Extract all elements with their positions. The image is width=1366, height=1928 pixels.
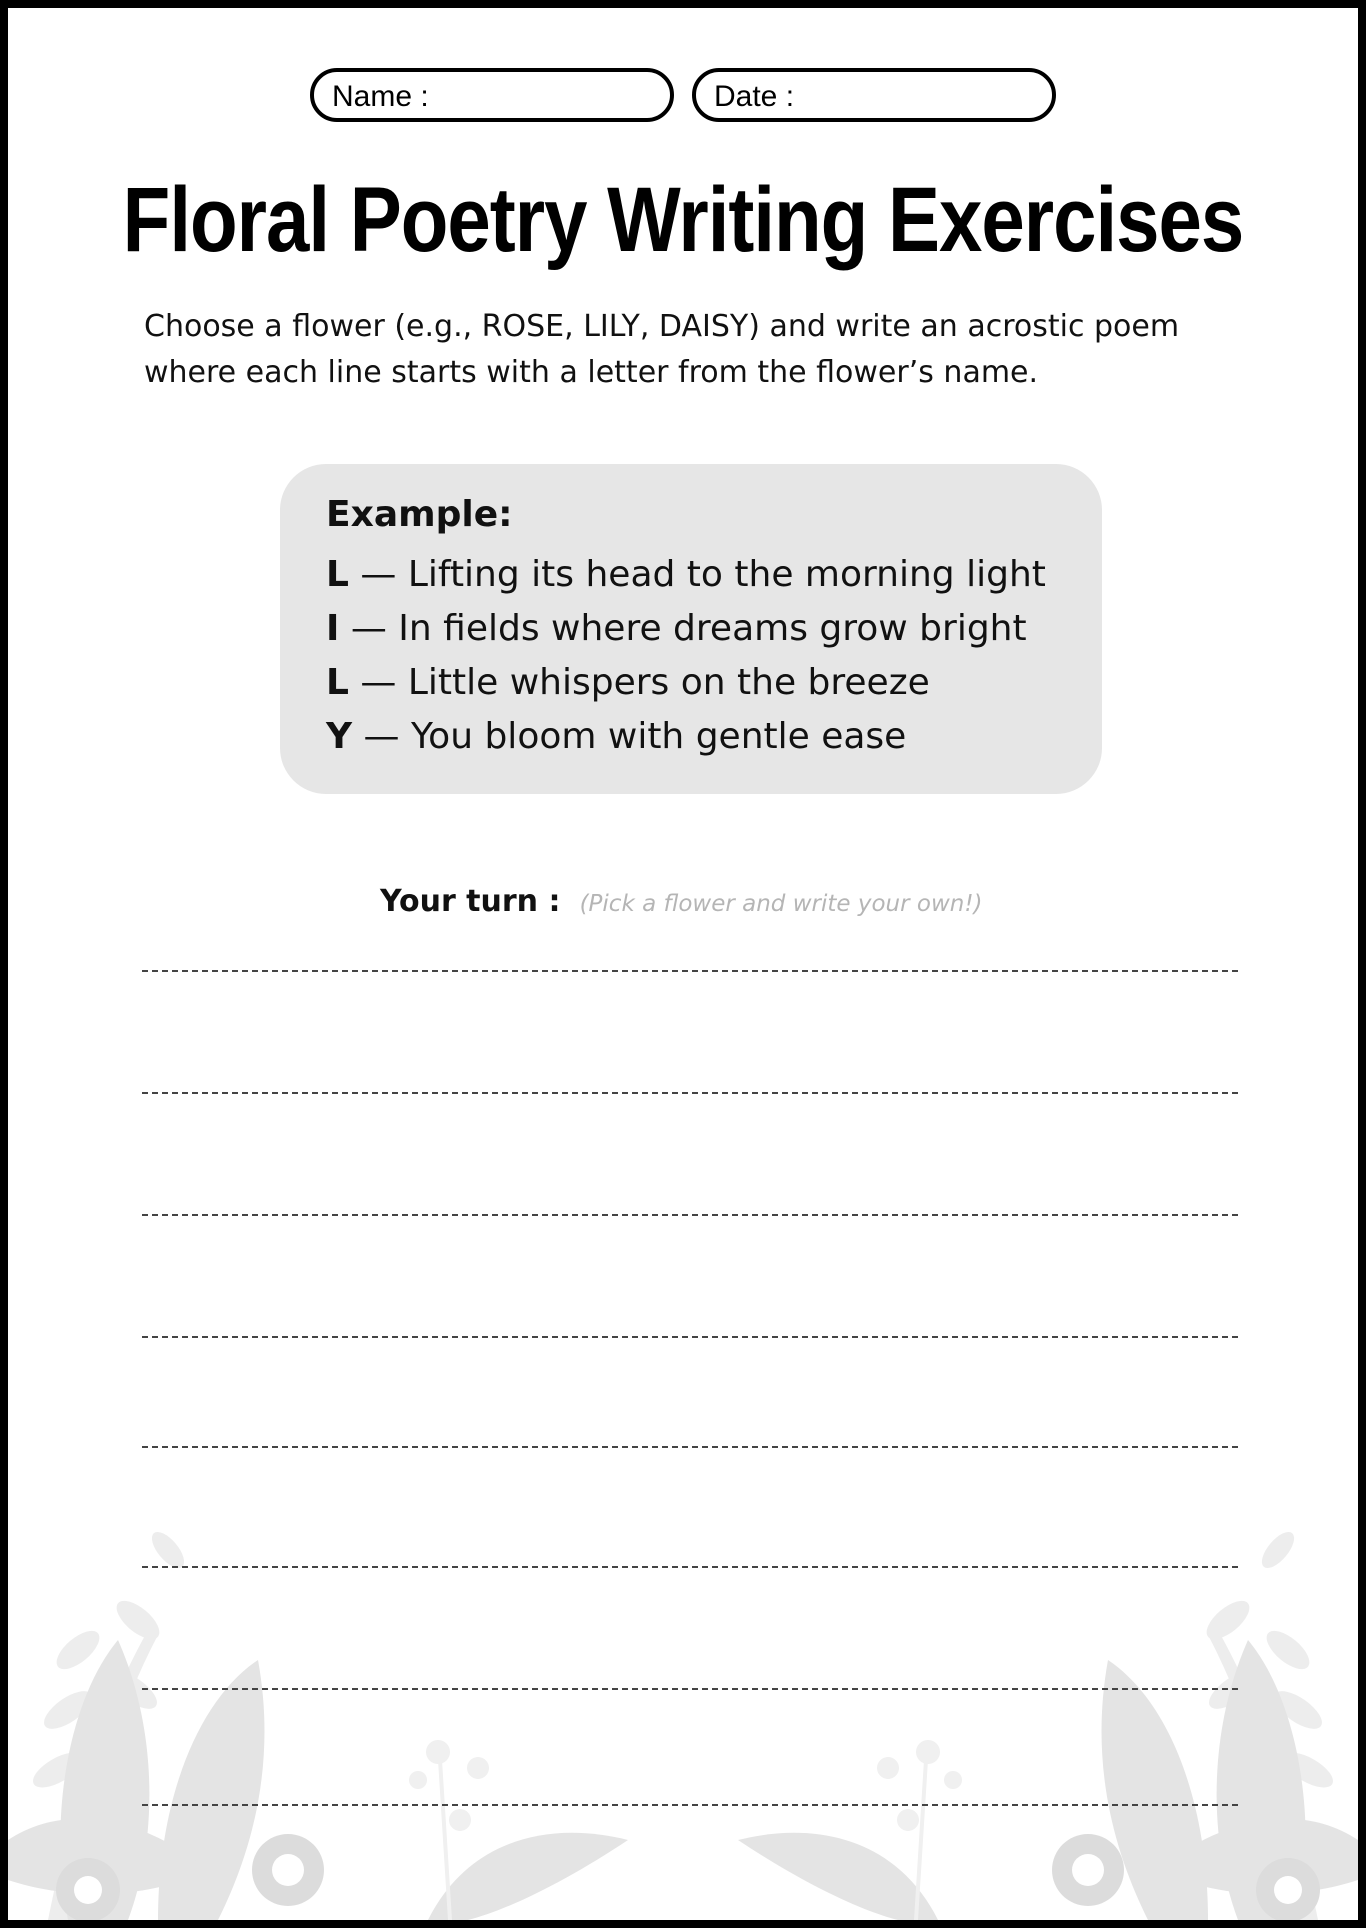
floral-background-icon	[8, 1400, 1358, 1920]
instructions-line-2: where each line starts with a letter from the flower’s name.	[144, 355, 1039, 390]
writing-line[interactable]	[142, 1214, 1238, 1216]
writing-line[interactable]	[142, 1804, 1238, 1806]
example-line	[326, 710, 1046, 764]
writing-line[interactable]	[142, 1446, 1238, 1448]
writing-line[interactable]	[142, 1688, 1238, 1690]
example-line-letter: L	[326, 662, 349, 703]
example-line-text: — Lifting its head to the morning light	[348, 554, 1046, 595]
example-box	[280, 464, 1102, 794]
example-line-letter: I	[326, 608, 340, 649]
your-turn	[380, 884, 983, 919]
example-heading: Example:	[326, 494, 513, 535]
page-title: Floral Poetry Writing Exercises	[122, 167, 1244, 272]
writing-line[interactable]	[142, 1092, 1238, 1094]
name-label: Name :	[332, 80, 429, 113]
example-line-text: — You bloom with gentle ease	[352, 716, 907, 757]
writing-line[interactable]	[142, 1566, 1238, 1568]
header-fields	[8, 68, 1358, 122]
writing-line[interactable]	[142, 970, 1238, 972]
name-field[interactable]	[310, 68, 674, 122]
date-field[interactable]	[692, 68, 1056, 122]
instructions-line-1: Choose a flower (e.g., ROSE, LILY, DAISY) and write an acrostic poem	[144, 309, 1180, 344]
date-label: Date :	[714, 80, 795, 113]
example-line	[326, 656, 1046, 710]
instructions	[144, 304, 1264, 396]
writing-line[interactable]	[142, 1336, 1238, 1338]
your-turn-hint: (Pick a flower and write your own!)	[579, 891, 983, 917]
example-line	[326, 548, 1046, 602]
your-turn-label: Your turn :	[380, 884, 561, 919]
example-line-letter: Y	[326, 716, 353, 757]
example-line-text: — In fields where dreams grow bright	[339, 608, 1027, 649]
example-lines	[326, 548, 1046, 764]
example-line	[326, 602, 1046, 656]
example-line-letter: L	[326, 554, 349, 595]
example-line-text: — Little whispers on the breeze	[348, 662, 930, 703]
